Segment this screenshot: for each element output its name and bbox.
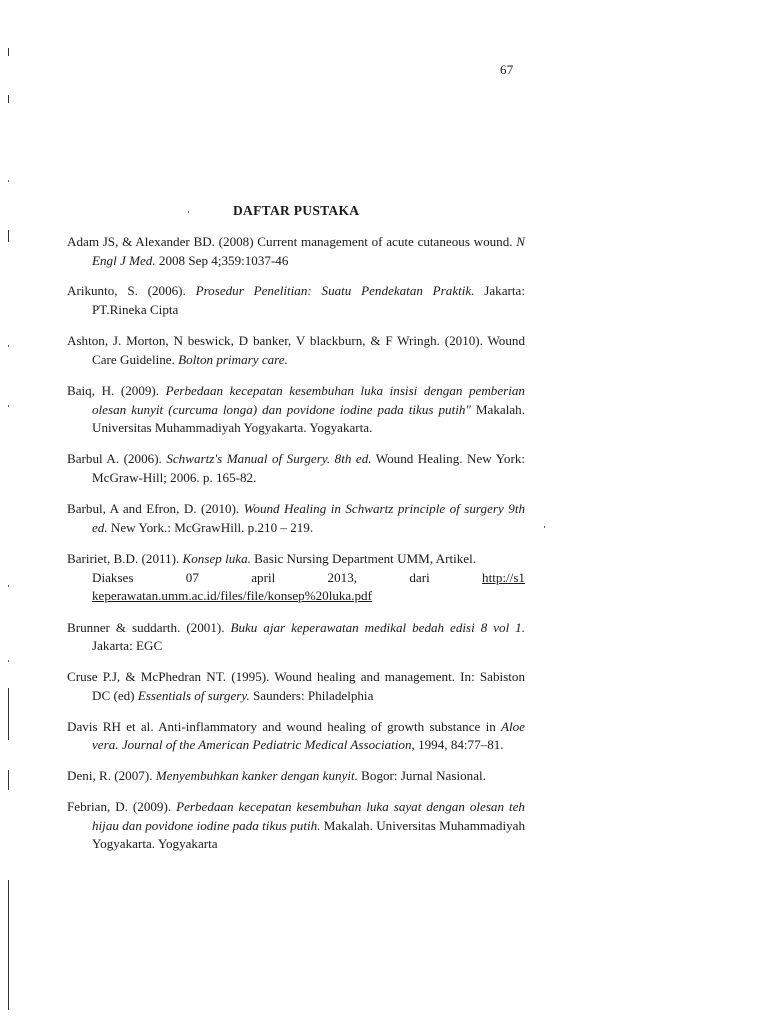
reference-author: Ashton, J. Morton, N beswick, D banker, V blackburn, & F Wringh. (2010). <box>67 332 488 348</box>
reference-author: Barbul, A and Efron, D. (2010). <box>67 501 244 517</box>
access-month: april <box>251 569 276 585</box>
reference-title: Perbedaan kecepatan kesembuhan luka sayat dengan olesan teh hijau dan povidone iodine pada tikus putih. <box>92 799 525 833</box>
reference-rest: Jakarta: PT.Rineka Cipta <box>92 283 525 318</box>
reference-author: Adam JS, & Alexander BD. (2008) <box>67 234 258 249</box>
page-title: DAFTAR PUSTAKA <box>233 203 360 218</box>
reference-item <box>67 282 525 319</box>
reference-title: Prosedur Penelitian: Suatu Pendekatan Praktik. <box>195 283 475 299</box>
scan-edge-mark <box>8 95 9 103</box>
reference-rest: New York.: McGrawHill. p.210 – 219. <box>107 520 314 536</box>
reference-item <box>67 450 525 487</box>
reference-list <box>67 233 525 866</box>
reference-item <box>67 332 525 369</box>
scan-speck <box>188 211 189 213</box>
reference-rest: Makalah. Universitas Muhammadiyah Yogyakarta. Yogyakarta. <box>92 401 525 436</box>
reference-title: Essentials of surgery. <box>137 687 250 703</box>
scan-speck <box>544 526 545 528</box>
reference-url-end[interactable]: keperawatan.umm.ac.id/files/file/konsep%20luka.pdf <box>92 588 372 604</box>
reference-rest: Bogor: Jurnal Nasional. <box>357 768 486 784</box>
reference-item <box>67 550 525 606</box>
access-from: dari <box>409 569 430 585</box>
reference-journal: N Engl J Med. <box>92 234 525 268</box>
access-year: 2013, <box>327 569 358 585</box>
scan-speck <box>8 345 9 347</box>
access-day: 07 <box>185 569 199 585</box>
access-word: Diakses <box>92 569 134 585</box>
reference-item <box>67 718 525 755</box>
reference-title: Buku ajar keperawatan medikal bedah edisi 8 vol 1. <box>230 619 525 635</box>
reference-rest: Wound Healing. New York: McGraw-Hill; 2006. p. 165-82. <box>92 451 525 485</box>
reference-author: Arikunto, S. (2006). <box>67 283 196 299</box>
reference-item <box>67 619 525 656</box>
reference-item <box>67 668 525 705</box>
page-number: 67 <box>500 62 514 77</box>
reference-item <box>67 767 525 786</box>
reference-title: Menyembuhkan kanker dengan kunyit. <box>155 768 358 784</box>
reference-title: Aloe vera. Journal of the American Pediatric Medical Association, <box>92 718 525 753</box>
reference-author: Barbul A. (2006). <box>67 451 167 467</box>
reference-title: Perbedaan kecepatan kesembuhan luka insisi dengan pemberian olesan kunyit (curcuma longa) dan povidone iodine pada tikus putih" <box>92 383 525 417</box>
reference-rest: 2008 Sep 4;359:1037-46 <box>155 252 289 268</box>
reference-title: Wound Healing in Schwartz principle of surgery 9th ed. <box>92 501 525 536</box>
reference-item <box>67 798 525 854</box>
reference-author: Deni, R. (2007). <box>67 768 156 784</box>
reference-title: Current management of acute cutaneous wound. <box>257 234 517 249</box>
reference-author: Davis RH et al. Anti-inflammatory and wound healing of growth substance in <box>67 718 501 734</box>
reference-title: Schwartz's Manual of Surgery. 8th ed. <box>166 451 372 467</box>
reference-rest: Saunders: Philadelphia <box>249 687 374 703</box>
scan-speck <box>8 180 9 182</box>
reference-rest: Basic Nursing Department UMM, Artikel. <box>250 550 477 566</box>
reference-title: Konsep luka. <box>182 550 251 566</box>
scan-speck <box>8 660 9 662</box>
reference-author: Baiq, H. (2009). <box>67 383 166 399</box>
reference-rest: Makalah. Universitas Muhammadiyah Yogyakarta. Yogyakarta <box>92 817 525 852</box>
scan-edge-mark <box>8 48 9 56</box>
reference-author: Febrian, D. (2009). <box>67 799 177 815</box>
reference-item <box>67 382 525 438</box>
scan-speck <box>8 585 9 587</box>
scan-edge-mark <box>8 688 9 740</box>
reference-author: Brunner & suddarth. (2001). <box>67 619 231 635</box>
scan-edge-mark <box>8 770 9 790</box>
reference-rest: 1994, 84:77–81. <box>414 737 504 753</box>
scan-edge-mark <box>8 230 9 242</box>
reference-item <box>67 233 525 270</box>
reference-author: Cruse P.J, & McPhedran NT. (1995). Wound healing and management. In: Sabiston DC (ed) <box>67 669 525 703</box>
scan-speck <box>8 405 9 407</box>
reference-rest: Jakarta: EGC <box>92 638 163 654</box>
reference-author: Baririet, B.D. (2011). <box>67 550 183 566</box>
reference-title: Bolton primary care. <box>178 351 288 367</box>
reference-plain: Wound Care Guideline. <box>92 332 525 367</box>
reference-url-start[interactable]: http://s1 <box>482 569 525 585</box>
access-line <box>92 569 525 588</box>
reference-item <box>67 500 525 537</box>
scan-edge-mark <box>8 880 9 1010</box>
